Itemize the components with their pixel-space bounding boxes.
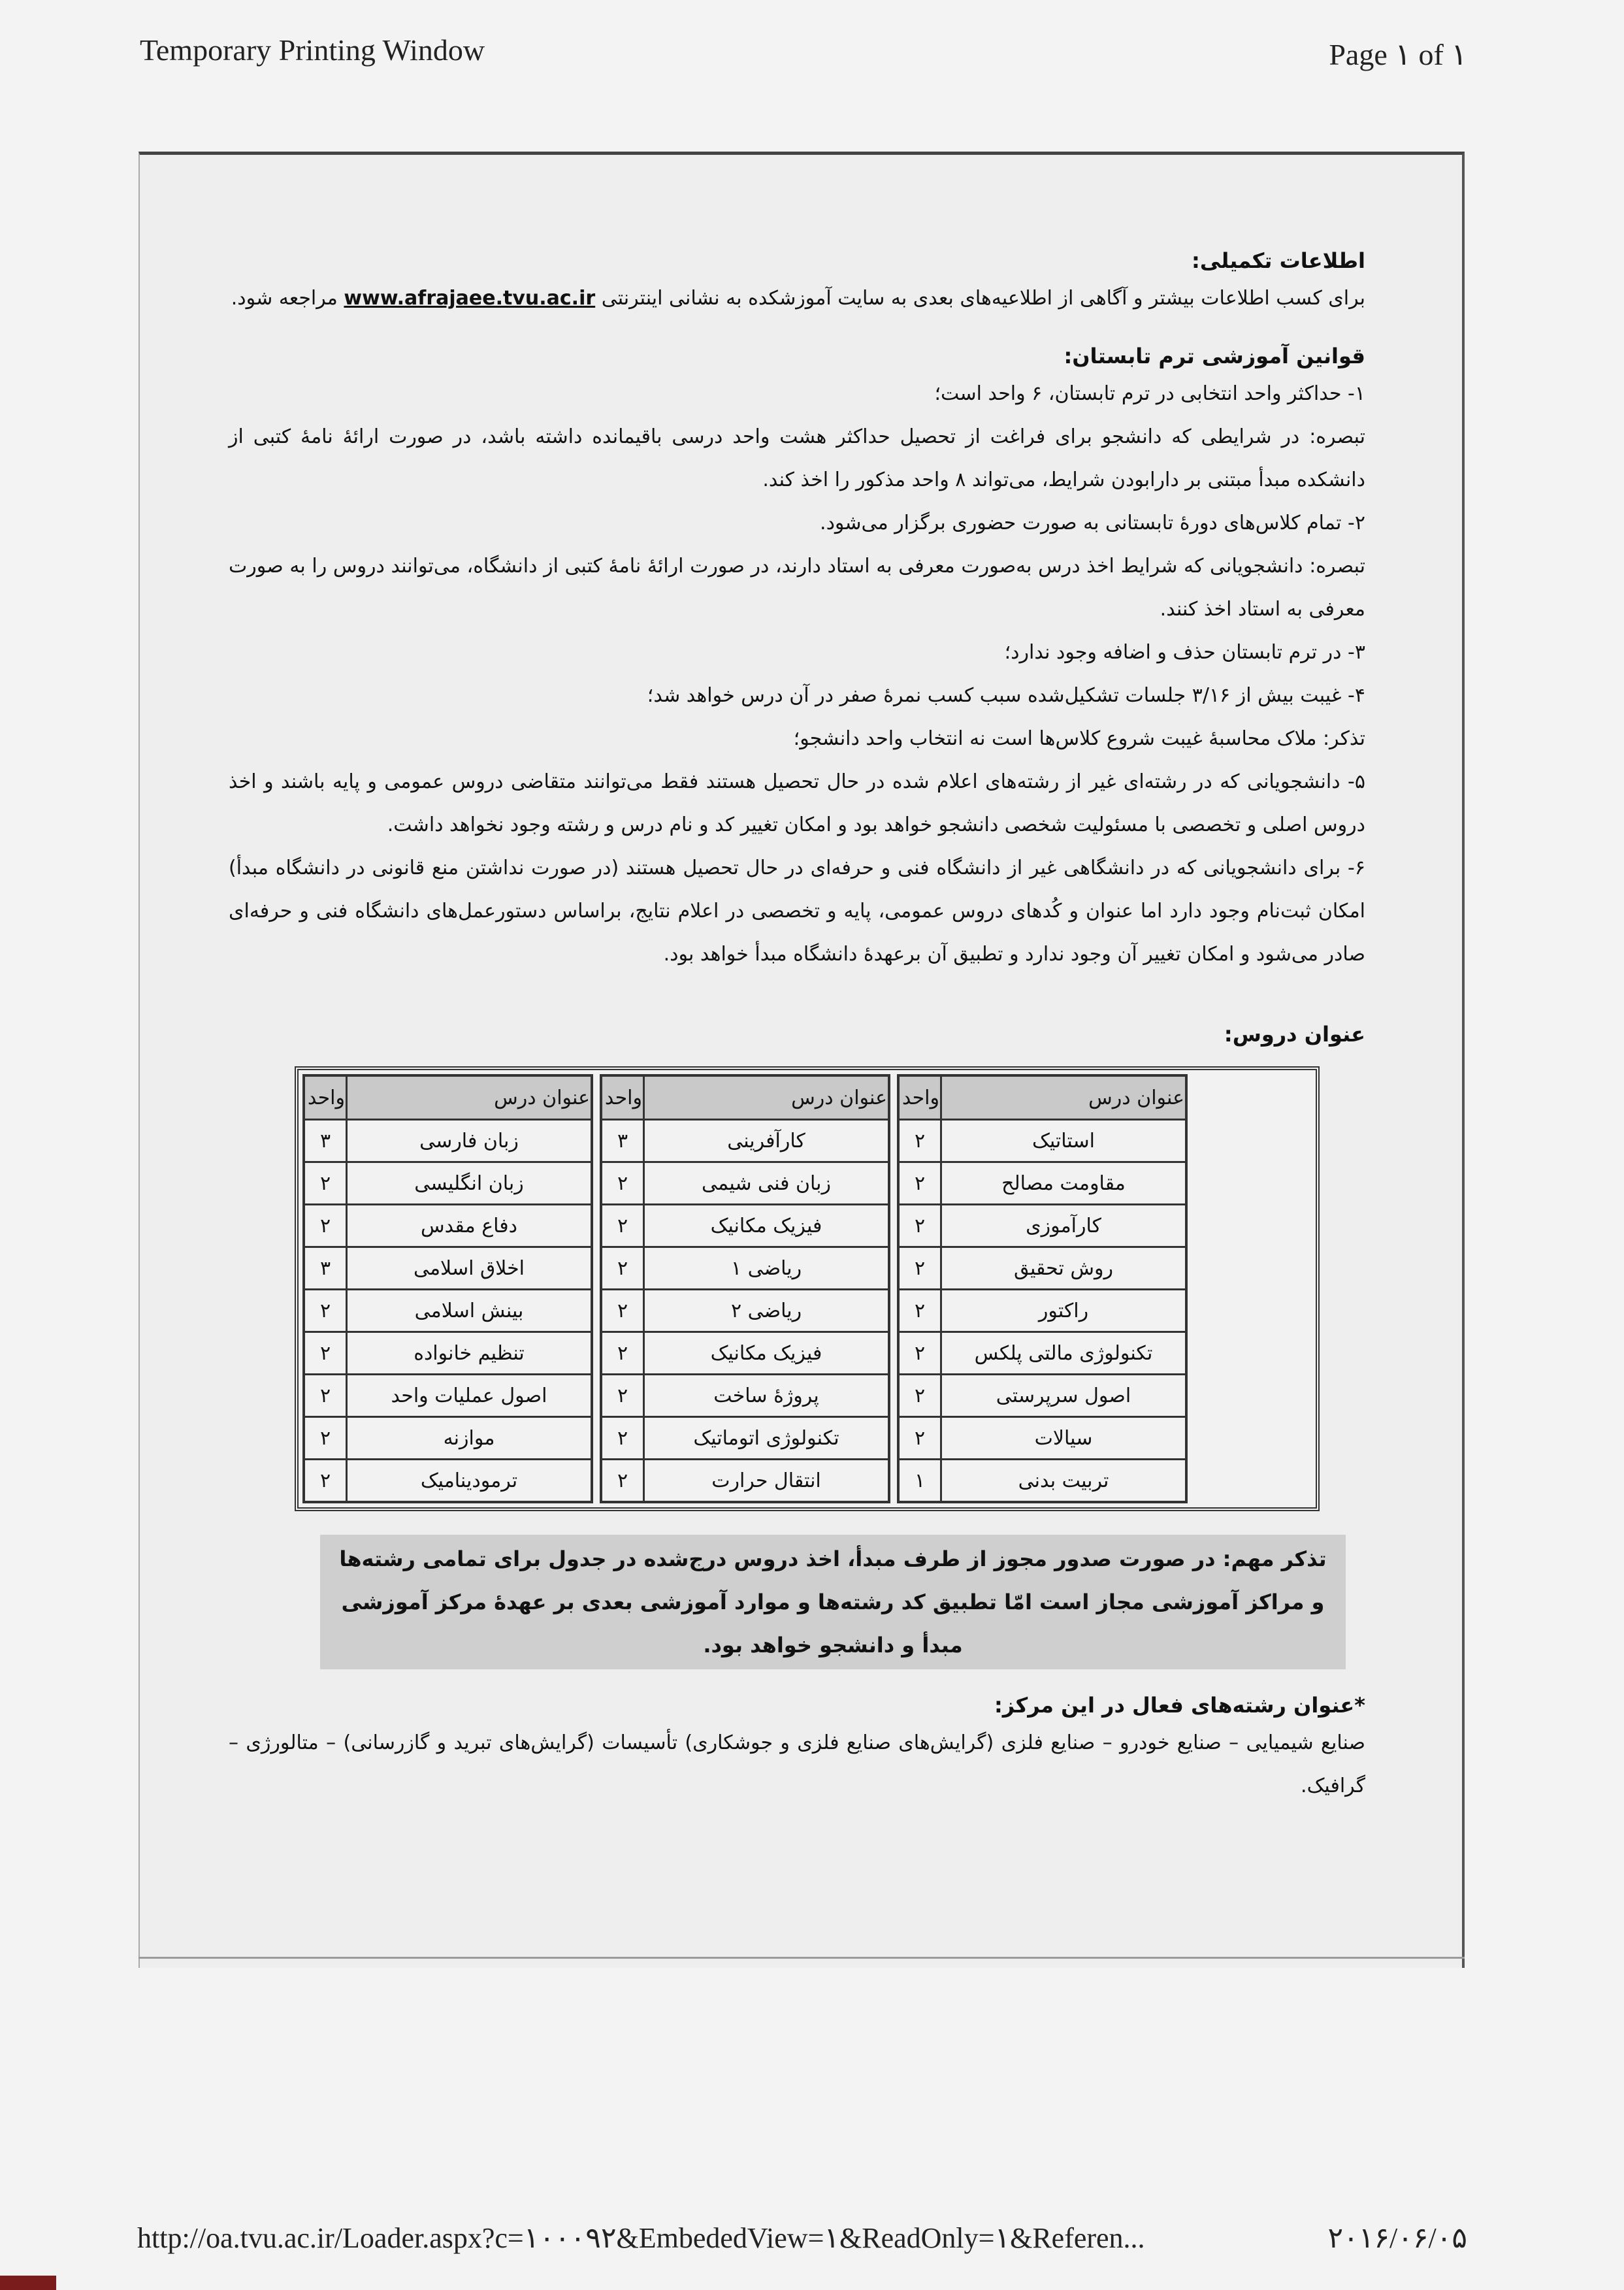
courses-subtable-2 bbox=[600, 1074, 890, 1503]
table-row bbox=[601, 1332, 889, 1375]
header-unit: واحد bbox=[304, 1075, 347, 1120]
course-unit: ۲ bbox=[898, 1290, 941, 1332]
rule-6: ۶- برای دانشجویانی که در دانشگاهی غیر از دانشگاه فنی و حرفه‌ای در حال تحصیل هستند (در صورت نداشتن منع قانونی در دانشگاه مبدأ) امکان ثبت‌نام وجود دارد اما عنوان و کُدهای دروس عمومی، پایه و تخصصی در اعلام نتایج، براساس دستورعمل‌های دانشگاه فنی و حرفه‌ای صادر می‌شود و امکان تغییر آن وجود ندارد و تطبیق آن برعهدهٔ دانشگاه مبدأ خواهد بود. bbox=[229, 857, 1365, 966]
course-unit: ۲ bbox=[601, 1205, 644, 1247]
course-title: مقاومت مصالح bbox=[941, 1162, 1187, 1205]
course-unit: ۲ bbox=[304, 1375, 347, 1417]
table-row bbox=[601, 1247, 889, 1290]
table-row bbox=[601, 1375, 889, 1417]
course-title: موازنه bbox=[347, 1417, 593, 1460]
course-title: انتقال حرارت bbox=[644, 1460, 890, 1503]
course-title: تربیت بدنی bbox=[941, 1460, 1187, 1503]
table-row bbox=[304, 1205, 592, 1247]
header-course-title: عنوان درس bbox=[941, 1075, 1187, 1120]
course-title: سیالات bbox=[941, 1417, 1187, 1460]
course-title: روش تحقیق bbox=[941, 1247, 1187, 1290]
rules-title: قوانین آموزشی ترم تابستان: bbox=[1064, 344, 1365, 368]
course-title: کارآموزی bbox=[941, 1205, 1187, 1247]
course-unit: ۲ bbox=[304, 1332, 347, 1375]
table-row bbox=[304, 1247, 592, 1290]
course-unit: ۲ bbox=[898, 1417, 941, 1460]
course-title: ترمودینامیک bbox=[347, 1460, 593, 1503]
course-unit: ۲ bbox=[304, 1162, 347, 1205]
rule-3: ۳- در ترم تابستان حذف و اضافه وجود ندارد؛ bbox=[1004, 641, 1365, 664]
course-title: زبان انگلیسی bbox=[347, 1162, 593, 1205]
course-unit: ۳ bbox=[304, 1247, 347, 1290]
table-row bbox=[601, 1460, 889, 1503]
table-row bbox=[304, 1162, 592, 1205]
course-unit: ۲ bbox=[898, 1375, 941, 1417]
table-row bbox=[601, 1120, 889, 1162]
course-unit: ۲ bbox=[601, 1247, 644, 1290]
course-unit: ۲ bbox=[601, 1417, 644, 1460]
table-row bbox=[304, 1120, 592, 1162]
course-title: بینش اسلامی bbox=[347, 1290, 593, 1332]
course-title: اصول عملیات واحد bbox=[347, 1375, 593, 1417]
rule-5: ۵- دانشجویانی که در رشته‌ای غیر از رشته‌های اعلام شده در حال تحصیل هستند فقط می‌توانند متقاضی دروس عمومی و پایه باشند و اخذ دروس اصلی و تخصصی با مسئولیت شخصی دانشجو خواهد بود و امکان تغییر کد و نام درس و رشته وجود نخواهد داشت. bbox=[229, 770, 1365, 836]
table-row bbox=[601, 1205, 889, 1247]
course-unit: ۲ bbox=[601, 1162, 644, 1205]
table-header-row bbox=[898, 1075, 1186, 1120]
course-unit: ۲ bbox=[898, 1120, 941, 1162]
course-title: فیزیک مکانیک bbox=[644, 1205, 890, 1247]
course-title: زبان فارسی bbox=[347, 1120, 593, 1162]
website-link[interactable]: www.afrajaee.tvu.ac.ir bbox=[344, 287, 596, 310]
table-row bbox=[304, 1417, 592, 1460]
table-header-row bbox=[304, 1075, 592, 1120]
table-row bbox=[898, 1460, 1186, 1503]
rule-2: ۲- تمام کلاس‌های دورهٔ تابستانی به صورت حضوری برگزار می‌شود. bbox=[820, 512, 1365, 534]
course-title: تکنولوژی اتوماتیک bbox=[644, 1417, 890, 1460]
course-unit: ۲ bbox=[601, 1332, 644, 1375]
table-row bbox=[898, 1247, 1186, 1290]
rule-1: ۱- حداکثر واحد انتخابی در ترم تابستان، ۶ واحد است؛ bbox=[934, 382, 1365, 405]
important-note: تذکر مهم: در صورت صدور مجوز از طرف مبدأ، اخذ دروس درج‌شده در جدول برای تمامی رشته‌ها و مراکز آموزشی مجاز است امّا تطبیق کد رشته‌ها و موارد آموزشی بعدی بر عهدهٔ مرکز آموزشی مبدأ و دانشجو خواهد بود. bbox=[320, 1535, 1346, 1669]
table-row bbox=[601, 1162, 889, 1205]
course-title: دفاع مقدس bbox=[347, 1205, 593, 1247]
courses-table bbox=[295, 1066, 1320, 1511]
rule-4-note: تذکر: ملاک محاسبهٔ غیبت شروع کلاس‌ها است نه انتخاب واحد دانشجو؛ bbox=[793, 727, 1365, 750]
table-row bbox=[601, 1290, 889, 1332]
table-row bbox=[304, 1460, 592, 1503]
course-unit: ۱ bbox=[898, 1460, 941, 1503]
footer-url: http://oa.tvu.ac.ir/Loader.aspx?c=۱۰۰۰۹۲&EmbededView=۱&ReadOnly=۱&Referen... bbox=[137, 2222, 1145, 2254]
course-unit: ۲ bbox=[898, 1205, 941, 1247]
course-title: ریاضی ۲ bbox=[644, 1290, 890, 1332]
course-title: راکتور bbox=[941, 1290, 1187, 1332]
rule-2-note: تبصره: دانشجویانی که شرایط اخذ درس به‌صورت معرفی به استاد دارند، در صورت ارائهٔ نامهٔ کتبی از دانشگاه، می‌توانند دروس را به صورت معرفی به استاد اخذ کنند. bbox=[229, 555, 1365, 621]
table-row bbox=[898, 1332, 1186, 1375]
info-paragraph bbox=[229, 277, 1365, 320]
info-text: برای کسب اطلاعات بیشتر و آگاهی از اطلاعیه‌های بعدی به سایت آموزشکده به نشانی اینترنتی bbox=[601, 287, 1365, 310]
course-unit: ۲ bbox=[304, 1205, 347, 1247]
course-title: ریاضی ۱ bbox=[644, 1247, 890, 1290]
course-title: پروژهٔ ساخت bbox=[644, 1375, 890, 1417]
document-body bbox=[229, 248, 1365, 1808]
majors-text: صنایع شیمیایی – صنایع خودرو – صنایع فلزی (گرایش‌های صنایع فلزی و جوشکاری) تأسیسات (گرایش‌های تبرید و گازرسانی) – متالورژی – گرافیک. bbox=[229, 1731, 1365, 1797]
course-title: فیزیک مکانیک bbox=[644, 1332, 890, 1375]
window-title: Temporary Printing Window bbox=[140, 33, 485, 67]
footer-date: ۲۰۱۶/۰۶/۰۵ bbox=[1327, 2222, 1467, 2254]
table-row bbox=[898, 1120, 1186, 1162]
rule-4: ۴- غیبت بیش از ۳/۱۶ جلسات تشکیل‌شده سبب کسب نمرهٔ صفر در آن درس خواهد شد؛ bbox=[647, 684, 1365, 707]
course-title: تنظیم خانواده bbox=[347, 1332, 593, 1375]
course-title: اصول سرپرستی bbox=[941, 1375, 1187, 1417]
course-unit: ۲ bbox=[898, 1247, 941, 1290]
course-title: اخلاق اسلامی bbox=[347, 1247, 593, 1290]
table-row bbox=[304, 1375, 592, 1417]
page-indicator: Page ۱ of ۱ bbox=[1329, 38, 1467, 71]
course-unit: ۲ bbox=[601, 1290, 644, 1332]
course-title: استاتیک bbox=[941, 1120, 1187, 1162]
table-row bbox=[304, 1332, 592, 1375]
scan-bottom-edge bbox=[138, 1957, 1465, 1959]
table-row bbox=[898, 1375, 1186, 1417]
rule-1-note: تبصره: در شرایطی که دانشجو برای فراغت از تحصیل حداکثر هشت واحد درسی باقیمانده داشته باشد، در صورت ارائهٔ نامهٔ کتبی از دانشکده مبدأ مبتنی بر دارابودن شرایط، می‌تواند ۸ واحد مذکور را اخذ کند. bbox=[229, 425, 1365, 491]
course-title: تکنولوژی مالتی پلکس bbox=[941, 1332, 1187, 1375]
header-unit: واحد bbox=[601, 1075, 644, 1120]
course-unit: ۲ bbox=[304, 1290, 347, 1332]
course-unit: ۲ bbox=[601, 1375, 644, 1417]
course-unit: ۳ bbox=[304, 1120, 347, 1162]
majors-title: *عنوان رشته‌های فعال در این مرکز: bbox=[994, 1693, 1365, 1718]
header-unit: واحد bbox=[898, 1075, 941, 1120]
course-unit: ۲ bbox=[601, 1460, 644, 1503]
courses-title: عنوان دروس: bbox=[1224, 1022, 1365, 1047]
courses-subtable-3 bbox=[897, 1074, 1188, 1503]
course-unit: ۲ bbox=[304, 1460, 347, 1503]
table-row bbox=[304, 1290, 592, 1332]
course-unit: ۲ bbox=[898, 1162, 941, 1205]
course-unit: ۲ bbox=[304, 1417, 347, 1460]
courses-subtable-1 bbox=[302, 1074, 593, 1503]
course-unit: ۲ bbox=[898, 1332, 941, 1375]
course-title: زبان فنی شیمی bbox=[644, 1162, 890, 1205]
table-row bbox=[601, 1417, 889, 1460]
table-row bbox=[898, 1417, 1186, 1460]
header-course-title: عنوان درس bbox=[347, 1075, 593, 1120]
course-title: کارآفرینی bbox=[644, 1120, 890, 1162]
table-row bbox=[898, 1205, 1186, 1247]
table-header-row bbox=[601, 1075, 889, 1120]
table-row bbox=[898, 1290, 1186, 1332]
table-row bbox=[898, 1162, 1186, 1205]
info-text-end: مراجعه شود. bbox=[231, 287, 338, 310]
corner-logo bbox=[0, 2276, 56, 2290]
course-unit: ۳ bbox=[601, 1120, 644, 1162]
info-title: اطلاعات تکمیلی: bbox=[1192, 248, 1365, 273]
header-course-title: عنوان درس bbox=[644, 1075, 890, 1120]
